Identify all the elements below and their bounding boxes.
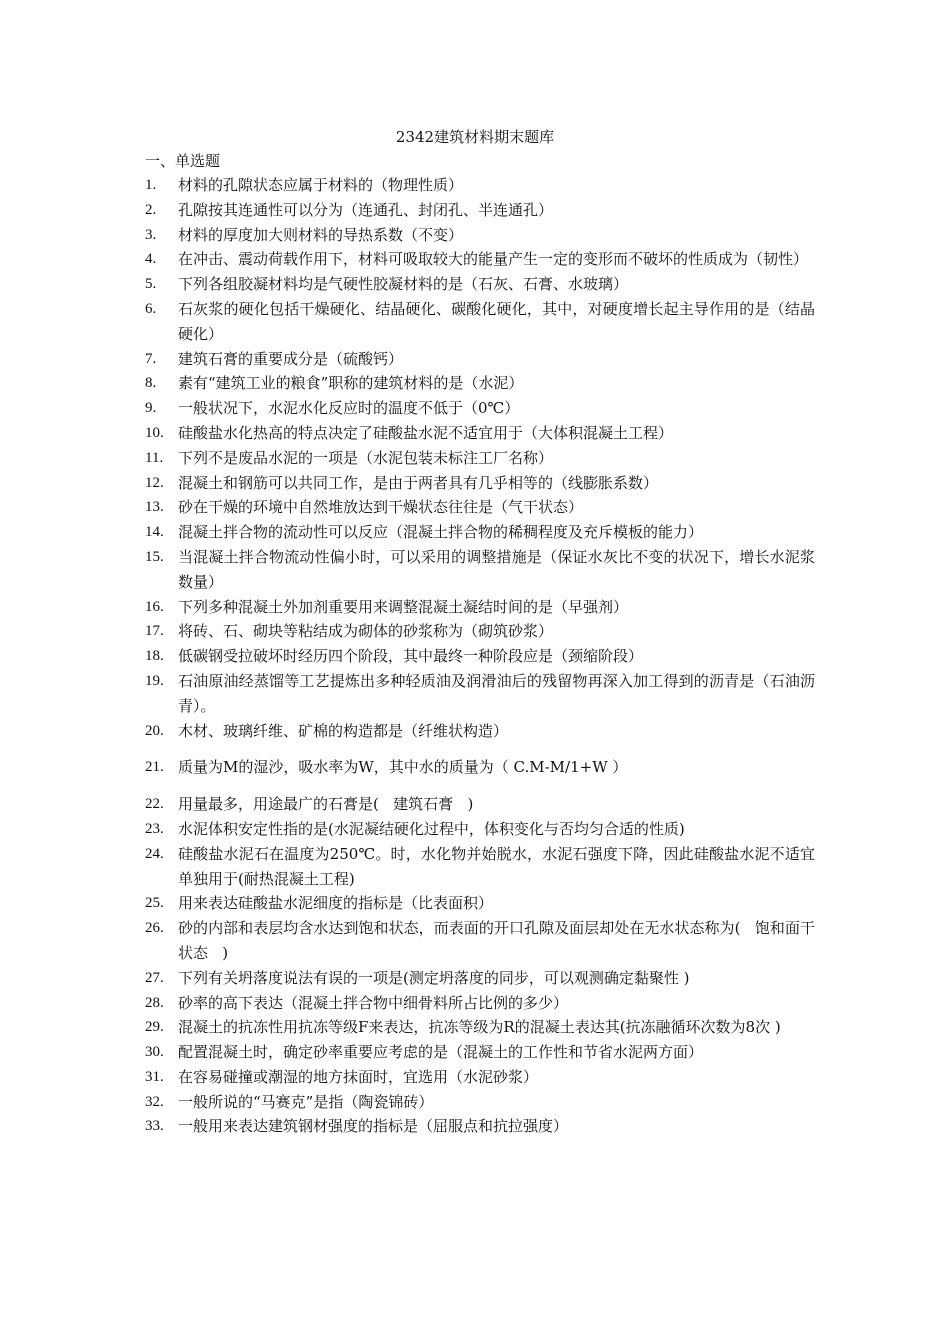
- question-item: [145, 755, 815, 780]
- question-item: [145, 173, 815, 198]
- question-number: 23.: [145, 820, 164, 837]
- question-number: 5.: [145, 276, 157, 293]
- question-item: [145, 347, 815, 372]
- question-item: [145, 792, 815, 817]
- question-number: 13.: [145, 499, 164, 516]
- question-text: 水泥体积安定性指的是(水泥凝结硬化过程中，体积变化与否均匀合适的性质): [178, 819, 685, 838]
- question-number: 7.: [145, 350, 157, 367]
- question-item: [145, 669, 815, 719]
- question-item: [145, 520, 815, 545]
- question-item: [145, 371, 815, 396]
- question-number: 3.: [145, 226, 157, 243]
- question-number: 6.: [145, 300, 157, 317]
- question-number: 33.: [145, 1118, 164, 1135]
- question-item: [145, 198, 815, 223]
- question-text: 在冲击、震动荷载作用下，材料可吸取较大的能量产生一定的变形而不破坏的性质成为（韧性）: [178, 250, 809, 269]
- question-item: [145, 817, 815, 842]
- question-item: [145, 842, 815, 892]
- question-text: 质量为M的湿沙，吸水率为W，其中水的质量为（ C.M-M/1+W ）: [178, 758, 628, 777]
- question-text: 石灰浆的硬化包括干燥硬化、结晶硬化、碳酸化硬化，其中，对硬度增长起主导作用的是（结晶硬化）: [178, 299, 815, 343]
- question-item: [145, 421, 815, 446]
- question-item: [145, 223, 815, 248]
- question-item: [145, 396, 815, 421]
- question-number: 22.: [145, 796, 164, 813]
- question-item: [145, 991, 815, 1016]
- question-text: 当混凝土拌合物流动性偏小时，可以采用的调整措施是（保证水灰比不变的状况下，增长水泥浆数量）: [178, 547, 815, 591]
- question-number: 9.: [145, 400, 157, 417]
- question-number: 12.: [145, 474, 164, 491]
- question-item: [145, 595, 815, 620]
- question-item: [145, 495, 815, 520]
- question-item: [145, 1015, 815, 1040]
- question-text: 配置混凝土时，确定砂率重要应考虑的是（混凝土的工作性和节省水泥两方面）: [178, 1043, 704, 1062]
- question-number: 32.: [145, 1093, 164, 1110]
- question-item: [145, 719, 815, 744]
- question-text: 下列不是废品水泥的一项是（水泥包装未标注工厂名称）: [178, 448, 554, 467]
- question-number: 27.: [145, 969, 164, 986]
- question-text: 砂在干燥的环境中自然堆放达到干燥状态往往是（气干状态）: [178, 498, 584, 517]
- question-text: 建筑石膏的重要成分是（硫酸钙）: [178, 349, 404, 368]
- question-number: 28.: [145, 994, 164, 1011]
- question-item: [145, 916, 815, 966]
- question-number: 8.: [145, 375, 157, 392]
- question-text: 材料的厚度加大则材料的导热系数（不变）: [178, 225, 464, 244]
- question-number: 31.: [145, 1068, 164, 1085]
- question-text: 下列多种混凝土外加剂重要用来调整混凝土凝结时间的是（早强剂）: [178, 597, 629, 616]
- question-text: 一般所说的“马赛克”是指（陶瓷锦砖）: [178, 1092, 434, 1111]
- question-number: 16.: [145, 598, 164, 615]
- question-list: [145, 173, 815, 1139]
- question-text: 混凝土拌合物的流动性可以反应（混凝土拌合物的稀稠程度及充斥模板的能力）: [178, 523, 704, 542]
- question-number: 20.: [145, 722, 164, 739]
- question-text: 孔隙按其连通性可以分为（连通孔、封闭孔、半连通孔）: [178, 200, 554, 219]
- question-item: [145, 272, 815, 297]
- question-item: [145, 1040, 815, 1065]
- question-text: 材料的孔隙状态应属于材料的（物理性质）: [178, 176, 464, 194]
- question-text: 石油原油经蒸馏等工艺提炼出多种轻质油及润滑油后的残留物再深入加工得到的沥青是（石油沥青）。: [178, 671, 815, 715]
- section-heading: 一、单选题: [145, 152, 221, 170]
- question-number: 14.: [145, 524, 164, 541]
- question-item: [145, 891, 815, 916]
- question-item: [145, 619, 815, 644]
- question-text: 将砖、石、砌块等粘结成为砌体的砂浆称为（砌筑砂浆）: [178, 622, 554, 641]
- question-text: 一般状况下，水泥水化反应时的温度不低于（0℃）: [178, 399, 520, 418]
- question-text: 下列各组胶凝材料均是气硬性胶凝材料的是（石灰、石膏、水玻璃）: [178, 275, 629, 294]
- question-item: [145, 644, 815, 669]
- question-text: 一般用来表达建筑钢材强度的指标是（屈服点和抗拉强度）: [178, 1117, 569, 1136]
- question-number: 2.: [145, 201, 157, 218]
- question-item: [145, 1065, 815, 1090]
- question-number: 4.: [145, 251, 157, 268]
- question-text: 混凝土和钢筋可以共同工作，是由于两者具有几乎相等的（线膨胀系数）: [178, 473, 659, 492]
- question-number: 11.: [145, 449, 164, 466]
- question-text: 在容易碰撞或潮湿的地方抹面时，宜选用（水泥砂浆）: [178, 1067, 539, 1086]
- question-number: 15.: [145, 548, 164, 565]
- question-item: [145, 446, 815, 471]
- question-number: 10.: [145, 424, 164, 441]
- question-item: [145, 471, 815, 496]
- question-number: 30.: [145, 1044, 164, 1061]
- question-item: [145, 247, 815, 272]
- question-number: 21.: [145, 759, 164, 776]
- question-text: 用量最多，用途最广的石膏是( 建筑石膏 ): [178, 795, 474, 814]
- question-item: [145, 1114, 815, 1139]
- document-title: 2342建筑材料期末题库: [395, 128, 555, 146]
- question-text: 砂率的高下表达（混凝土拌合物中细骨料所占比例的多少）: [178, 993, 569, 1012]
- question-text: 下列有关坍落度说法有误的一项是(测定坍落度的同步，可以观测确定黏聚性 ): [178, 968, 690, 987]
- question-text: 用来表达硅酸盐水泥细度的指标是（比表面积）: [178, 894, 494, 913]
- question-text: 硅酸盐水化热高的特点决定了硅酸盐水泥不适宜用于（大体积混凝土工程）: [178, 423, 674, 442]
- question-text: 硅酸盐水泥石在温度为250℃。时，水化物并始脱水，水泥石强度下降，因此硅酸盐水泥不适宜单独用于(耐热混凝土工程): [178, 844, 815, 888]
- question-number: 18.: [145, 648, 164, 665]
- question-text: 素有“建筑工业的粮食”职称的建筑材料的是（水泥）: [178, 374, 524, 393]
- question-text: 低碳钢受拉破坏时经历四个阶段，其中最终一种阶段应是（颈缩阶段）: [178, 647, 644, 666]
- question-number: 17.: [145, 623, 164, 640]
- question-number: 1.: [145, 177, 157, 193]
- question-number: 29.: [145, 1019, 164, 1036]
- question-item: [145, 297, 815, 347]
- question-text: 砂的内部和表层均含水达到饱和状态，而表面的开口孔隙及面层却处在无水状态称为( 饱和面干状态 ): [178, 919, 815, 962]
- question-item: [145, 966, 815, 991]
- question-text: 木材、玻璃纤维、矿棉的构造都是（纤维状构造）: [178, 721, 509, 740]
- question-text: 混凝土的抗冻性用抗冻等级F来表达，抗冻等级为R的混凝土表达其(抗冻融循环次数为8次 ): [178, 1018, 781, 1037]
- question-number: 26.: [145, 920, 164, 937]
- question-number: 25.: [145, 895, 164, 912]
- question-item: [145, 545, 815, 595]
- question-item: [145, 1090, 815, 1115]
- question-number: 24.: [145, 845, 164, 862]
- question-number: 19.: [145, 672, 164, 689]
